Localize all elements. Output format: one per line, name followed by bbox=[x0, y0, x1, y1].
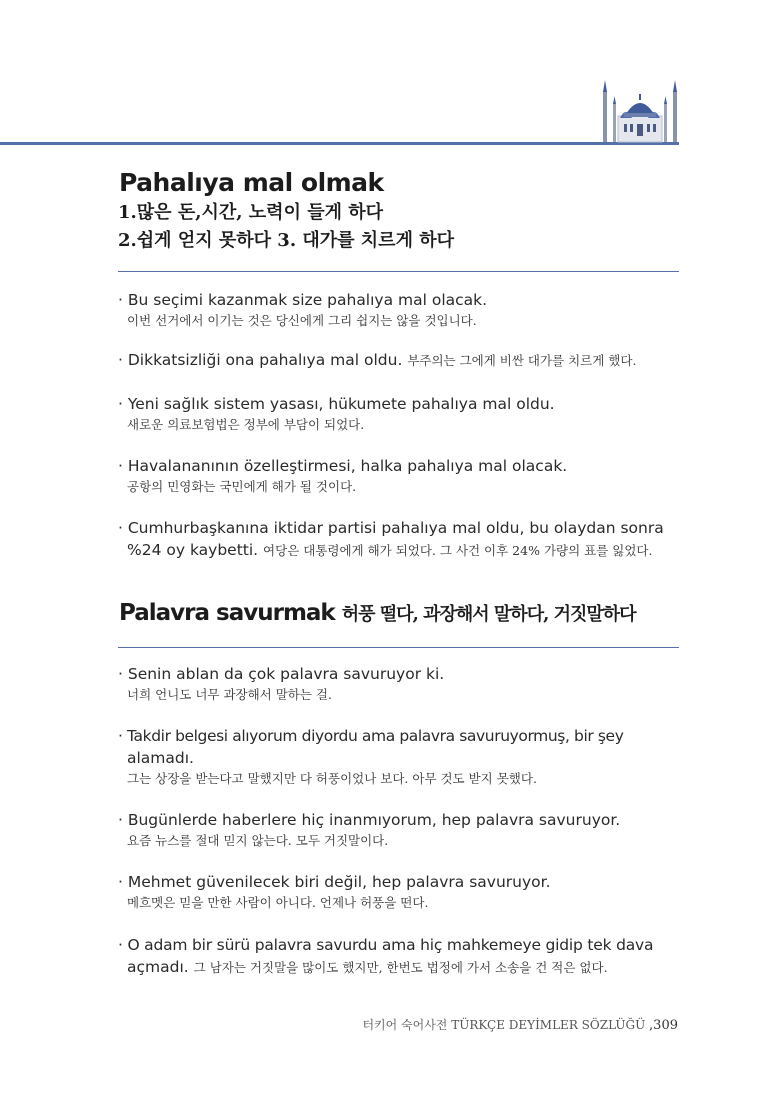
example-kr: 공항의 민영화는 국민에게 해가 될 것이다. bbox=[127, 479, 357, 494]
example-1 bbox=[118, 289, 678, 331]
example-10 bbox=[118, 934, 678, 979]
page-number: 309 bbox=[653, 1018, 678, 1033]
example-kr: 메흐멧은 믿을 만한 사람이 아니다. 언제나 허풍을 떤다. bbox=[127, 895, 429, 910]
example-tr: · Dikkatsizliği ona pahalıya mal oldu. bbox=[118, 351, 403, 369]
example-tr: · Havalananının özelleştirmesi, halka pahalıya mal olacak. bbox=[118, 457, 568, 475]
example-tr: · Bu seçimi kazanmak size pahalıya mal olacak. bbox=[118, 291, 488, 309]
example-6 bbox=[118, 663, 678, 705]
example-kr: 요즘 뉴스를 절대 믿지 않는다. 모두 거짓말이다. bbox=[127, 833, 389, 848]
example-8 bbox=[118, 809, 678, 851]
example-tr: · Takdir belgesi alıyorum diyordu ama palavra savuruyormuş, bir şey bbox=[118, 727, 624, 745]
entry-meaning: 허풍 떨다, 과장해서 말하다, 거짓말하다 bbox=[341, 604, 636, 625]
section2-rule bbox=[118, 647, 679, 648]
example-7 bbox=[118, 725, 678, 789]
example-tr: · Bugünlerde haberlere hiç inanmıyorum, hep palavra savuruyor. bbox=[118, 811, 621, 829]
example-3 bbox=[118, 393, 678, 435]
example-tr: · Yeni sağlık sistem yasası, hükumete pahalıya mal oldu. bbox=[118, 395, 555, 413]
entry-title-text: Palavra savurmak bbox=[119, 600, 335, 626]
example-tr-cont: alamadı. bbox=[127, 749, 194, 767]
entry-title-pahaliya: Pahalıya mal olmak bbox=[119, 168, 384, 197]
book-title: 터키어 숙어사전 TÜRKÇE DEYİMLER SÖZLÜĞÜ bbox=[362, 1018, 646, 1032]
example-kr: 그는 상장을 받는다고 말했지만 다 허풍이었나 보다. 아무 것도 받지 못했다. bbox=[127, 771, 537, 786]
example-kr: 부주의는 그에게 비싼 대가를 치르게 했다. bbox=[407, 353, 637, 368]
mosque-icon bbox=[600, 78, 680, 144]
section1-rule bbox=[118, 271, 679, 272]
example-tr: · Cumhurbaşkanına iktidar partisi pahalıya mal oldu, bu olaydan sonra bbox=[118, 519, 664, 537]
example-tr: · Senin ablan da çok palavra savuruyor ki. bbox=[118, 665, 445, 683]
example-kr: 그 남자는 거짓말을 많이도 했지만, 한번도 법정에 가서 소송을 건 적은 없다. bbox=[193, 960, 608, 975]
example-kr: 이번 선거에서 이기는 것은 당신에게 그리 쉽지는 않을 것입니다. bbox=[127, 313, 477, 328]
header-rule bbox=[0, 142, 679, 145]
example-4 bbox=[118, 455, 678, 497]
entry-title-palavra bbox=[119, 600, 636, 626]
meaning-line-2: 2.쉽게 얻지 못하다 3. 대가를 치르게 하다 bbox=[118, 230, 455, 251]
example-5 bbox=[118, 517, 678, 562]
example-tr: · O adam bir sürü palavra savurdu ama hiç mahkemeye gidip tek dava bbox=[118, 936, 654, 954]
example-tr-cont: %24 oy kaybetti. bbox=[127, 541, 259, 559]
example-2 bbox=[118, 349, 678, 372]
example-tr-cont: açmadı. bbox=[127, 958, 189, 976]
meaning-line-1: 1.많은 돈,시간, 노력이 들게 하다 bbox=[118, 202, 384, 223]
example-kr: 새로운 의료보험법은 정부에 부담이 되었다. bbox=[127, 417, 365, 432]
example-kr: 여당은 대통령에게 해가 되었다. 그 사건 이후 24% 가량의 표를 잃었다. bbox=[263, 543, 653, 558]
example-tr: · Mehmet güvenilecek biri değil, hep palavra savuruyor. bbox=[118, 873, 551, 891]
example-9 bbox=[118, 871, 678, 913]
page-footer: 터키어 숙어사전 TÜRKÇE DEYİMLER SÖZLÜĞÜ ,309 bbox=[362, 1018, 678, 1033]
example-kr: 너희 언니도 너무 과장해서 말하는 걸. bbox=[127, 687, 332, 702]
